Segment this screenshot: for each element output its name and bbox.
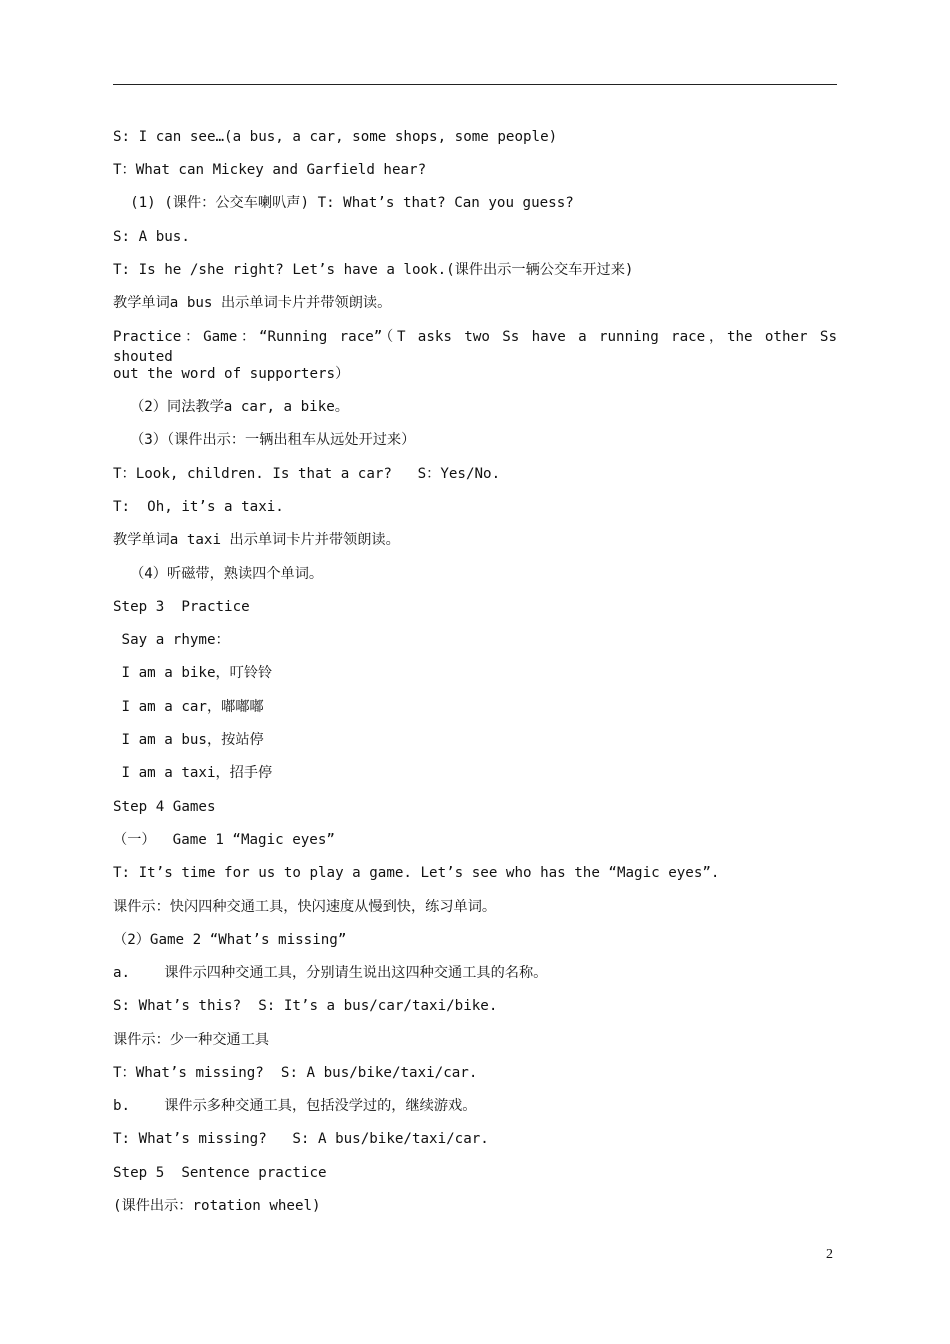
text-line: (课件出示：rotation wheel)	[113, 1198, 321, 1214]
section-heading: Step 4 Games	[113, 799, 216, 815]
text-line: T：Look, children. Is that a car? S：Yes/No.	[113, 466, 501, 482]
text-line: I am a taxi，招手停	[113, 765, 273, 781]
text-line: a. 课件示四种交通工具，分别请生说出这四种交通工具的名称。	[113, 965, 548, 981]
text-line: (1) (课件：公交车喇叭声) T: What’s that? Can you guess?	[113, 195, 574, 211]
text-line: S: I can see…(a bus, a car, some shops, some people)	[113, 129, 558, 145]
text-line: （4）听磁带，熟读四个单词。	[113, 566, 324, 582]
text-line: （2）Game 2 “What’s missing”	[113, 932, 347, 948]
header-rule	[113, 84, 837, 85]
text-line: （一） Game 1 “Magic eyes”	[113, 832, 335, 848]
text-line: S: A bus.	[113, 229, 190, 245]
text-line: 课件示：快闪四种交通工具，快闪速度从慢到快，练习单词。	[113, 899, 497, 915]
section-heading: Step 5 Sentence practice	[113, 1165, 327, 1181]
text-line: I am a bus，按站停	[113, 732, 264, 748]
text-line: 教学单词a taxi 出示单词卡片并带领朗读。	[113, 532, 400, 548]
section-heading: Step 3 Practice	[113, 599, 250, 615]
text-line: Practice：Game：“Running race”（T asks two Ss have a running race，the other Ss shouted	[113, 329, 837, 365]
text-line: out the word of supporters）	[113, 366, 350, 382]
text-line: （2）同法教学a car, a bike。	[113, 399, 349, 415]
text-line: b. 课件示多种交通工具，包括没学过的，继续游戏。	[113, 1098, 477, 1114]
text-line: T: It’s time for us to play a game. Let’s see who has the “Magic eyes”.	[113, 865, 720, 881]
text-line: 教学单词a bus 出示单词卡片并带领朗读。	[113, 295, 392, 311]
text-line: T：What’s missing? S: A bus/bike/taxi/car.	[113, 1065, 478, 1081]
text-line: T: Oh, it’s a taxi.	[113, 499, 284, 515]
text-line: （3）（课件出示：一辆出租车从远处开过来）	[113, 432, 416, 448]
text-line: T: What’s missing? S: A bus/bike/taxi/car.	[113, 1131, 489, 1147]
text-line: S: What’s this? S: It’s a bus/car/taxi/bike.	[113, 998, 498, 1014]
page-number: 2	[826, 1247, 833, 1262]
text-line: 课件示：少一种交通工具	[113, 1032, 270, 1048]
text-line: Say a rhyme：	[113, 632, 230, 648]
text-line: T：What can Mickey and Garfield hear?	[113, 162, 427, 178]
text-line: T: Is he /she right? Let’s have a look.(课件出示一辆公交车开过来)	[113, 262, 634, 278]
text-line: I am a bike，叮铃铃	[113, 665, 273, 681]
text-line: I am a car，嘟嘟嘟	[113, 699, 264, 715]
